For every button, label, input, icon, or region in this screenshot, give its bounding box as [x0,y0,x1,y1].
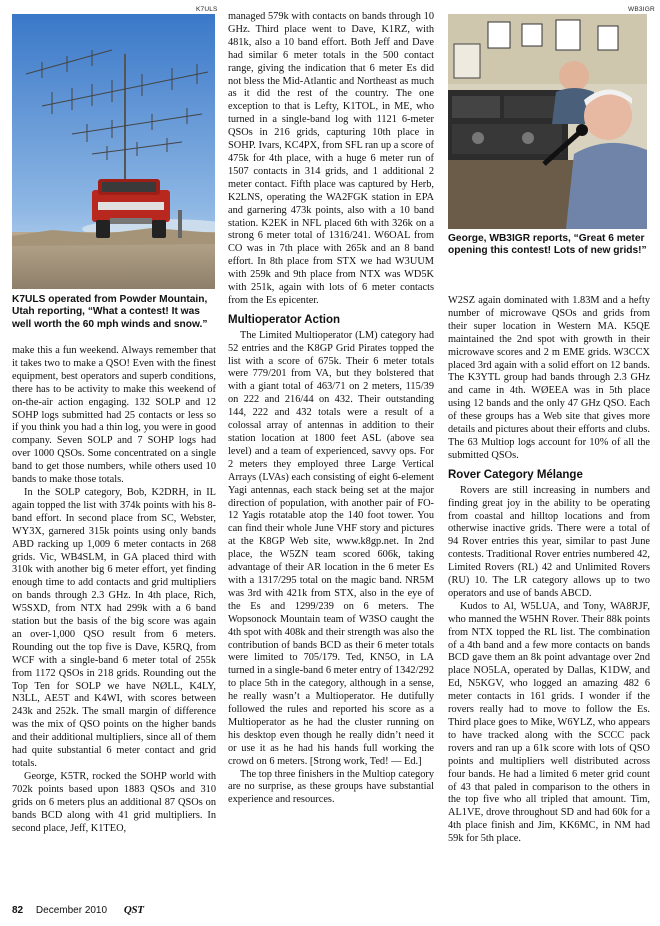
col1-paragraph-1: make this a fun weekend. Always remember that it takes two to make a QSO! Even with the finest equipment, best operators and superb conditions, there has to be activity to make this weekend of on-the-air action engaging. 132 SOLP and 12 SOHP logs submitted had 25 contacts or less so if you think you had a thin log, you were in good company. Seven SOLP and 7 SOHP logs had over 1000 QSOs. Some concentrated on a single band to get those numbers, while others used 10 bands to make those totals. [12,345,216,486]
col1-paragraph-2: In the SOLP category, Bob, K2DRH, in IL again topped the list with 374k points with his 8-band effort. In second place from SC, Webster, WY3X, garnered 315k points using only bands ABD racking up 1,009 6 meter contacts in 268 grids. Vic, WB4SLM, in GA placed third with 310k with another big 6 meter effort, yet finding enough time to add contacts and grid multipliers on bands through 2.3 GHz. In 4th place, Rich, W5SXD, from NTX had 299k with a 6 band station but the basis of the big score was again an over-1,000 QSO result from 6 meters. Rounding out the top five is Dave, K5RQ, from WCF with a single-band 6 meter total of 255k from 1172 QSOs in 218 grids. Rounding out the Top Ten for SOLP we have NØLL, K4LY, N3LL, AE5T and K4WI, with scores between 243k and 252k. The small margin of difference was the mix of QSO points on the higher bands and their additional multipliers, since all of them had quite substantial 6 meter contact and grid totals. [12,486,216,769]
wb3igr-operator-photo-image [448,14,647,229]
col3-paragraph-2: Rovers are still increasing in numbers and finding great joy in the ability to be operating from coastal and hilltop locations and from otherwise inactive grids. There were a total of 94 Rover entries this year, similar to past June contests. Traditional Rover entries numbered 42, Limited Rovers (RL) 42 and Unlimited Rovers (RU) 10. The LR category allows up to two operators and use of bands ABCD. [448,484,650,599]
column-3 [448,295,650,846]
photo-credit-right: WB3IGR [628,6,655,13]
col3-paragraph-1: W2SZ again dominated with 1.83M and a hefty number of microwave QSOs and grids from their super location in Western MA. K5QE maintained the 2nd spot with growth in their microwave scores and 2 m EME grids. W3CCX placed 3rd again with a solid effort on 12 bands. The K3YTL group had bands through 2.3 GHz and came in 4th. WØEEA was in 5th place using 12 bands and the only 47 GHz QSO. Each of these groups has a Web site that gives more details and pictures about their efforts and clubs. The 63 Multiop logs account for 10% of all the submitted QSOs. [448,295,650,461]
section-heading-rover: Rover Category Mélange [448,468,583,481]
photo-credit-left: K7ULS [196,6,218,13]
section-heading-multioperator: Multioperator Action [228,313,341,326]
col3-paragraph-3: Kudos to Al, W5LUA, and Tony, WA8RJF, who manned the W5HN Rover. Their 88k points from NTX topped the RL list. The combination of a 4th band and a few more contacts on bands BCD gave them an 8k point advantage over 2nd place NO5LA, operated by Dallas, K1DW, and Ed, N5KGV, who logged an amazing 482 6 meter contacts in 161 grids. I wonder if the rovers really had to move to follow the Es. Third place goes to Mike, W6YLZ, who appears to have tracked along with the SCCC pack rovers and ran up a 61k score with lots of QSO points and multipliers well distributed across four bands. He had a limited 6 meter grid count of 43 that paled in comparison to the others in the top five who all tripled that amount. Tim, AL1VE, drove throughout SD and had 60k for a 4th place finish and Jim, KK6MC, in NM had 59k for 5th place. [448,600,650,845]
qst-logo: QST [123,904,144,916]
k7uls-station-photo [12,14,215,289]
column-2 [228,11,434,807]
col1-paragraph-3: George, K5TR, rocked the SOHP world with 702k points based upon 1883 QSOs and 310 grids on 6 meters plus an additional 87 QSOs on bands BCD along with 41 grid multipliers. In second place, Jeff, K1TEO, [12,770,216,834]
page-footer [12,904,144,918]
col2-paragraph-1: managed 579k with contacts on bands through 10 GHz. Third place went to Dave, K1RZ, with 481k, also a 10 band effort. Both Jeff and Dave had similar 6 meter totals in the 500 contact range, giving the indication that 6 meter Es did not bless the Mid-Atlantic and Northeast as much as it did the rest of the country. The one exception to that is Lefty, K1TOL, in ME, who turned in a single-band log with 1121 6-meter QSOs in 216 grids, capturing 10th place in SOHP. Ivars, KC4PX, from SFL ran up a score of 475k for 4th place, with a huge 6 meter run of 1507 contacts in 314 grids, and 1 additional 2 meter contact. Fifth place was captured by Herb, K2LNS, operating the WA2FGK station in EPA and garnering 473k points, also with a 10 band station. K2EK in NFL placed 6th with 326k on a strong 6 meter total of 1316/241. W6OAL from CO was in 7th place with 265k and an 8 band effort. In 8th place from STX we had W3UUM with 259k and 9th place from NTX was WD5K with 251k, again with lots of 6 meter contacts from the Es epicenter. [228,11,434,306]
column-1 [12,345,216,835]
photo-left-caption: K7ULS operated from Powder Mountain, Utah reporting, “What a contest! It was well worth the 60 mph winds and snow.” [12,294,208,330]
col2-paragraph-3: The top three finishers in the Multiop category are no surprise, as these groups have substantial experience and resources. [228,768,434,806]
wb3igr-operator-photo [448,14,647,229]
issue-date: December 2010 [35,904,108,916]
col2-paragraph-2: The Limited Multioperator (LM) category had 52 entries and the K8GP Grid Pirates topped the list with a score of 675k. Their 6 meter totals were 779/201 from VA, but they bolstered that with a giant total of 463/71 on 2 meters, 115/39 on 222 and 216/44 on 432. Their outstanding 144, 222 and 432 totals were a result of a colossal array of antennas in addition to their station location at 1800 feet ASL (above sea level) and a team of experienced, savvy ops. For 2 meters they employed three Large Vertical Arrays (LVAs) each consisting of eight 6-element Yagi antennas, each stack being set at the major direction of population, with another pair of FO-12 Yagis rotatable atop the 140 foot tower. You can find their whole June VHF story and pictures at the K8GP Web site, www.k8gp.net. In 2nd place, the W5ZN team scored 606k, taking advantage of their AR location in the 6 meter Es with a 1317/295 total on the magic band. NR5M was 3rd with 421k from STX, also in the eye of the Es and 1299/239 on 6 meters. The Wopsonock Mountain team of W3SO caught the 4th spot with 408k and their strength was also the contribution of bands BCD as their 6 meter totals were limited to 705/179. Ted, KN5O, in LA turned in a single-band 6 meter entry of 1342/292 to place 5th in the category, although in a sense, he really wasn’t a Multioperator. He dutifully followed the rules and reported his score as a Multioperator as he had the cluster running on his desktop even though he really didn’t need it or use it as he had his hands full working the crowd on 6 meters. [Strong work, Ted! — Ed.] [228,329,434,767]
k7uls-station-photo-image [12,14,215,289]
page-number: 82 [12,904,24,916]
photo-right-caption: George, WB3IGR reports, “Great 6 meter opening this contest! Lots of new grids!” [448,233,647,257]
